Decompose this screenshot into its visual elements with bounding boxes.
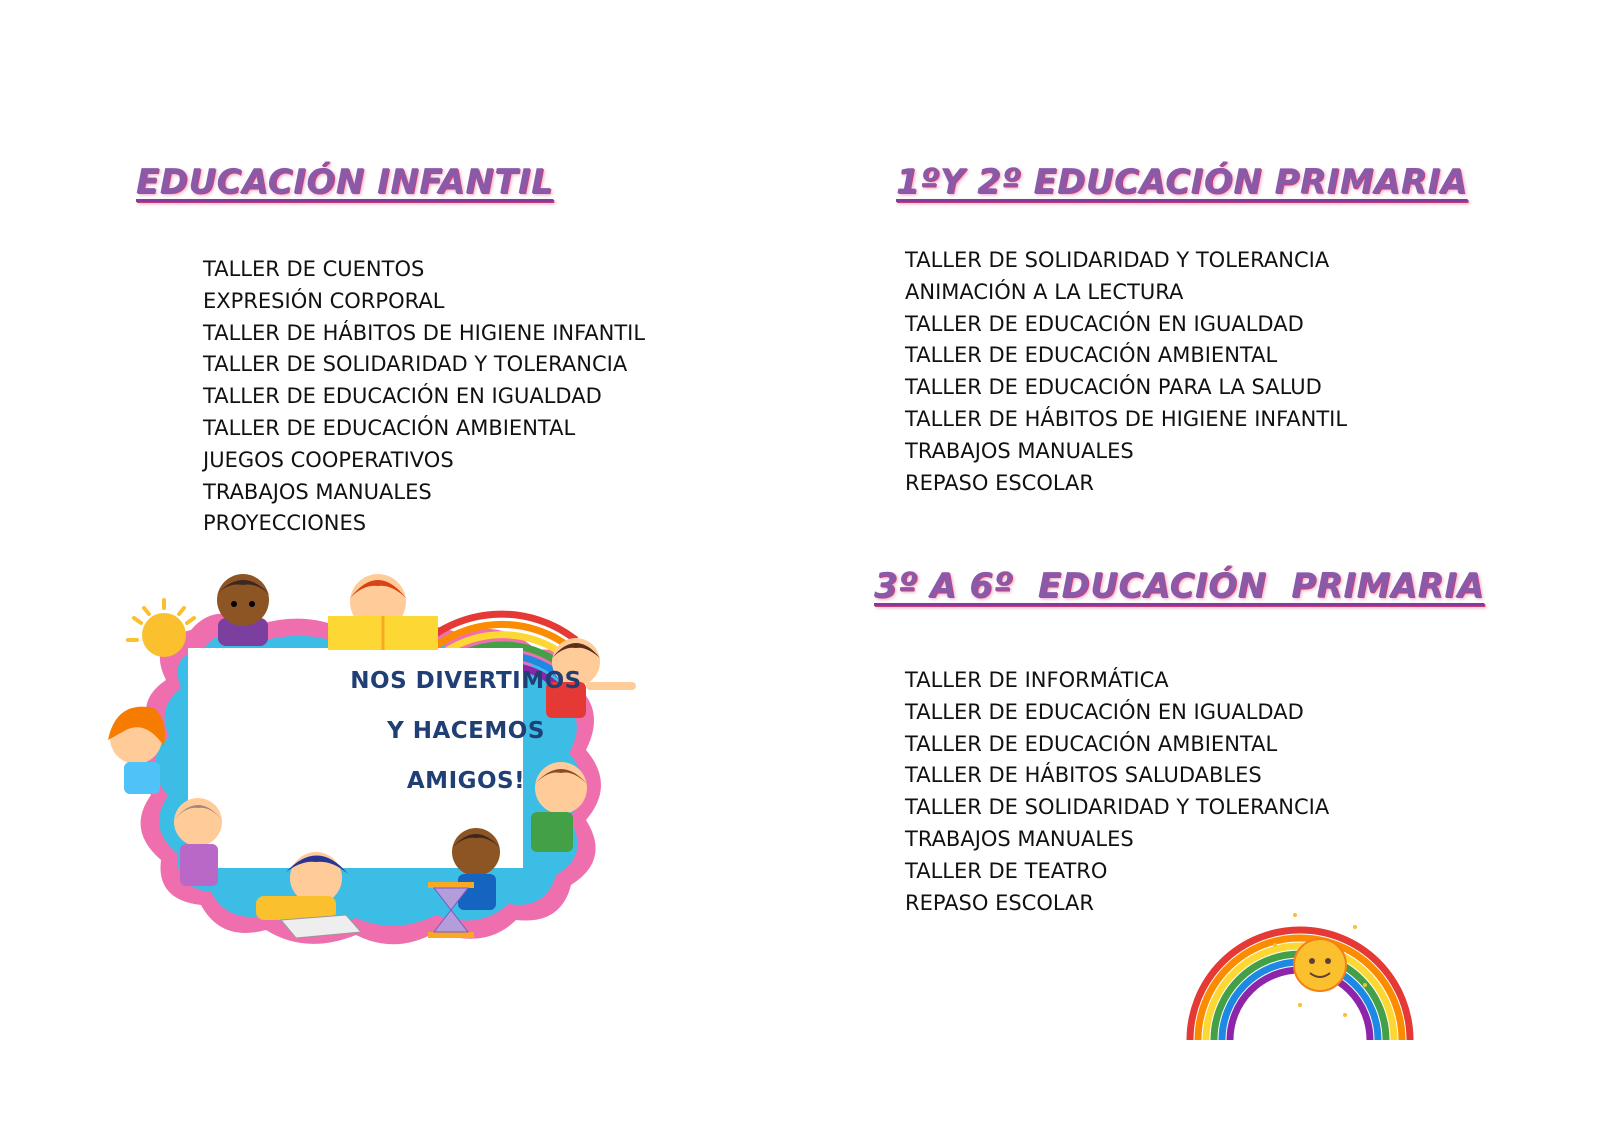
list-item: EXPRESIÓN CORPORAL (203, 288, 445, 313)
list-item: TALLER DE EDUCACIÓN EN IGUALDAD (203, 384, 602, 409)
list-item: TALLER DE SOLIDARIDAD Y TOLERANCIA (905, 795, 1330, 820)
list-item: TRABAJOS MANUALES (905, 438, 1134, 463)
primaria-1-2-list (905, 245, 1347, 499)
list-item: JUEGOS COOPERATIVOS (203, 447, 454, 472)
rainbow-sun-illustration (1180, 905, 1420, 1045)
kids-frame-art (106, 570, 666, 960)
primaria-3-6-heading: 3º A 6º EDUCACIÓN PRIMARIA (874, 566, 1485, 606)
primaria-3-6-list (905, 665, 1329, 919)
infantil-list (203, 254, 645, 540)
primaria-1-2-heading: 1ºY 2º EDUCACIÓN PRIMARIA (896, 162, 1468, 202)
list-item: TALLER DE INFORMÁTICA (905, 668, 1169, 692)
card-line-2: Y HACEMOS (387, 718, 545, 744)
sun-face-icon (1294, 939, 1346, 991)
list-item: TALLER DE HÁBITOS DE HIGIENE INFANTIL (905, 406, 1348, 431)
list-item: TALLER DE EDUCACIÓN AMBIENTAL (203, 415, 576, 440)
list-item: TALLER DE TEATRO (905, 858, 1108, 883)
list-item: TALLER DE EDUCACIÓN EN IGUALDAD (905, 311, 1304, 336)
list-item: REPASO ESCOLAR (905, 890, 1095, 915)
list-item: TALLER DE EDUCACIÓN AMBIENTAL (905, 731, 1278, 756)
list-item: ANIMACIÓN A LA LECTURA (905, 279, 1184, 304)
list-item: TALLER DE HÁBITOS SALUDABLES (905, 763, 1262, 788)
list-item: TALLER DE HÁBITOS DE HIGIENE INFANTIL (203, 320, 646, 345)
card-line-1: NOS DIVERTIMOS (350, 668, 582, 694)
list-item: TRABAJOS MANUALES (203, 479, 432, 504)
list-item: TALLER DE SOLIDARIDAD Y TOLERANCIA (203, 352, 628, 377)
list-item: REPASO ESCOLAR (905, 470, 1095, 495)
kid-left-middle (108, 707, 165, 794)
rainbow-icon (1180, 905, 1420, 1045)
list-item: TALLER DE EDUCACIÓN PARA LA SALUD (905, 375, 1322, 400)
infantil-heading: EDUCACIÓN INFANTIL (136, 162, 554, 202)
kid-top-center (328, 574, 438, 650)
list-item: TALLER DE SOLIDARIDAD Y TOLERANCIA (905, 248, 1330, 272)
card-line-3: AMIGOS! (406, 768, 526, 794)
kids-illustration (106, 570, 666, 960)
list-item: TALLER DE EDUCACIÓN EN IGUALDAD (905, 699, 1304, 724)
list-item: TALLER DE EDUCACIÓN AMBIENTAL (905, 343, 1278, 368)
kid-top-left (216, 574, 270, 646)
list-item: TRABAJOS MANUALES (905, 826, 1134, 851)
list-item: TALLER DE CUENTOS (203, 257, 425, 281)
list-item: PROYECCIONES (203, 511, 367, 536)
